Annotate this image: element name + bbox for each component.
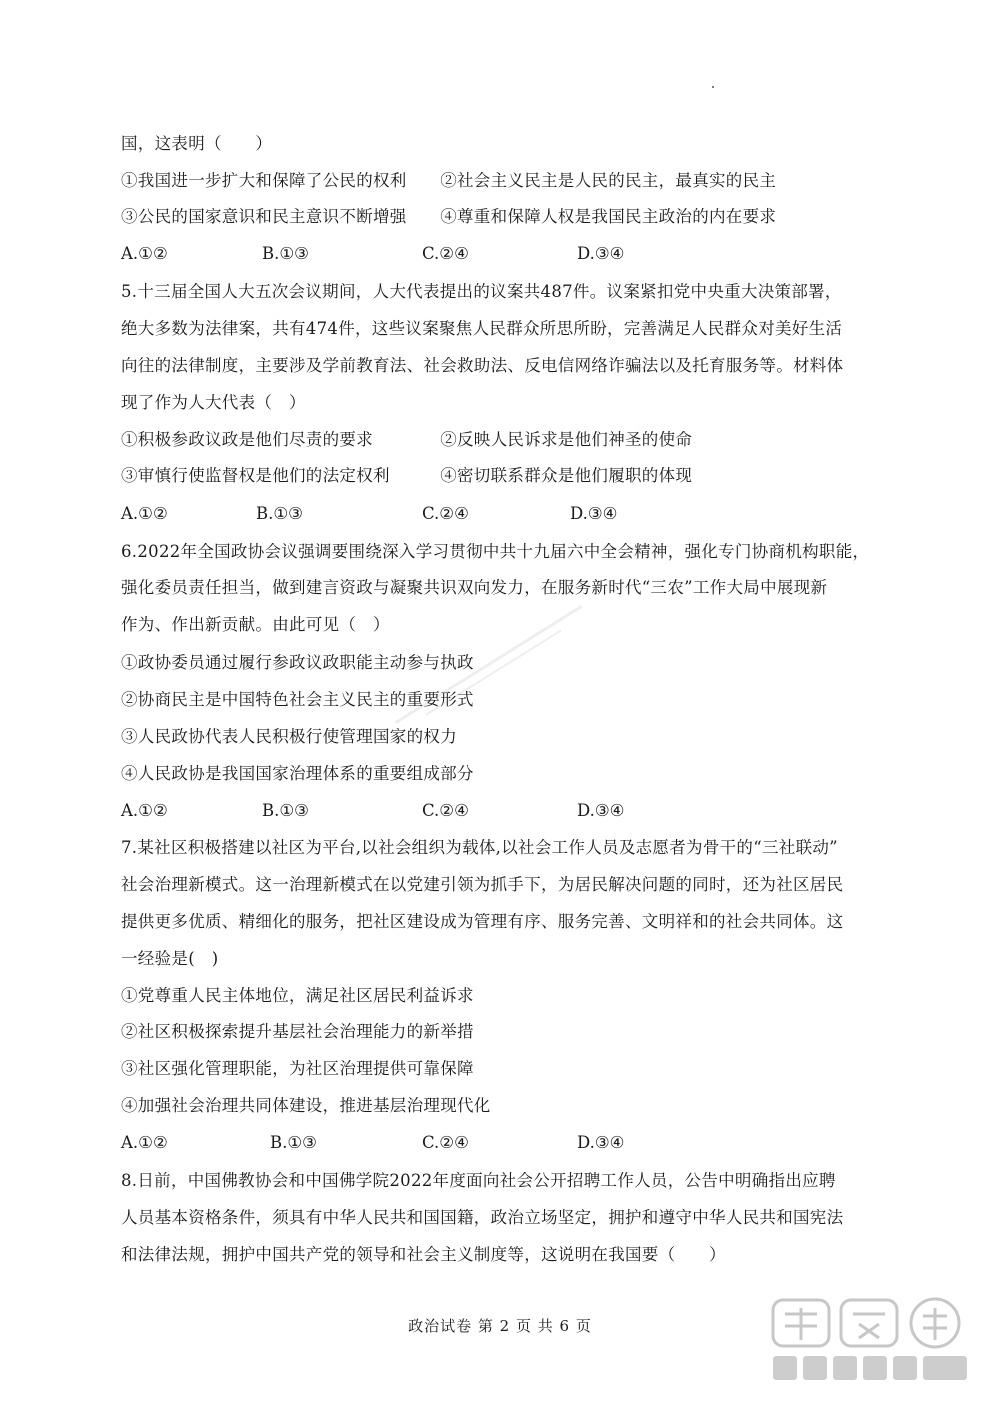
q7-option-c: C.②④ xyxy=(422,1133,469,1152)
q6-stem-line-1: 6.2022年全国政协会议强调要围绕深入学习贯彻中共十九届六中全会精神，强化专门协商机构职能， xyxy=(121,542,870,561)
q4-stem-end: 国，这表明（ ） xyxy=(121,134,273,153)
q7-option-b: B.①③ xyxy=(270,1133,317,1152)
scan-speck xyxy=(712,86,714,88)
q4-statements-1-2: ①我国进一步扩大和保障了公民的权利 ②社会主义民主是人民的民主，最真实的民主 xyxy=(121,171,777,190)
q5-option-d: D.③④ xyxy=(570,504,618,523)
q6-option-d: D.③④ xyxy=(577,801,625,820)
q5-option-a: A.①② xyxy=(121,504,168,523)
q6-statement-1: ①政协委员通过履行参政议政职能主动参与执政 xyxy=(121,653,474,672)
q8-stem-line-3: 和法律法规，拥护中国共产党的领导和社会主义制度等，这说明在我国要（ ） xyxy=(121,1245,726,1264)
q7-stem-line-1: 7.某社区积极搭建以社区为平台,以社会组织为载体,以社会工作人员及志愿者为骨干的“三社联动” xyxy=(121,838,838,857)
q6-statement-3: ③人民政协代表人民积极行使管理国家的权力 xyxy=(121,727,457,746)
q4-option-b: B.①③ xyxy=(262,244,309,263)
q6-option-b: B.①③ xyxy=(262,801,309,820)
q4-option-a: A.①② xyxy=(121,244,168,263)
q7-statement-3: ③社区强化管理职能，为社区治理提供可靠保障 xyxy=(121,1059,474,1078)
q6-option-c: C.②④ xyxy=(422,801,469,820)
q5-option-c: C.②④ xyxy=(422,504,469,523)
q5-stem-line-1: 5.十三届全国人大五次会议期间，人大代表提出的议案共487件。议案紧扣党中央重大决策部署， xyxy=(121,282,842,301)
q5-stem-line-3: 向往的法律制度，主要涉及学前教育法、社会救助法、反电信网络诈骗法以及托育服务等。材料体 xyxy=(121,356,844,375)
q4-option-c: C.②④ xyxy=(422,244,469,263)
q6-statement-4: ④人民政协是我国国家治理体系的重要组成部分 xyxy=(121,764,474,783)
q8-stem-line-1: 8.日前，中国佛教协会和中国佛学院2022年度面向社会公开招聘工作人员，公告中明确指出应聘 xyxy=(121,1171,836,1190)
q7-stem-line-3: 提供更多优质、精细化的服务，把社区建设成为管理有序、服务完善、文明祥和的社会共同体。这 xyxy=(121,912,844,931)
page-footer: 政治试卷 第 2 页 共 6 页 xyxy=(408,1317,592,1335)
q7-statement-2: ②社区积极探索提升基层社会治理能力的新举措 xyxy=(121,1022,474,1041)
site-watermark-logo xyxy=(767,1294,972,1386)
q5-statements-1-2: ①积极参政议政是他们尽责的要求 ②反映人民诉求是他们神圣的使命 xyxy=(121,430,693,449)
q7-stem-line-4: 一经验是( ) xyxy=(121,949,219,968)
q6-stem-line-3: 作为、作出新贡献。由此可见（ ） xyxy=(121,615,390,634)
q4-statements-3-4: ③公民的国家意识和民主意识不断增强 ④尊重和保障人权是我国民主政治的内在要求 xyxy=(121,207,777,226)
diagonal-watermark-graphic xyxy=(372,590,612,750)
q5-stem-line-2: 绝大多数为法律案，共有474件，这些议案聚焦人民群众所思所盼，完善满足人民群众对美好生活 xyxy=(121,319,843,338)
q5-option-b: B.①③ xyxy=(256,504,303,523)
q6-statement-2: ②协商民主是中国特色社会主义民主的重要形式 xyxy=(121,690,474,709)
q7-option-d: D.③④ xyxy=(577,1133,625,1152)
q5-statements-3-4: ③审慎行使监督权是他们的法定权利 ④密切联系群众是他们履职的体现 xyxy=(121,466,693,485)
q5-stem-line-4: 现了作为人大代表（ ） xyxy=(121,393,306,412)
q4-option-d: D.③④ xyxy=(577,244,625,263)
q7-option-a: A.①② xyxy=(121,1133,168,1152)
q6-stem-line-2: 强化委员责任担当，做到建言资政与凝聚共识双向发力，在服务新时代“三农”工作大局中展现新 xyxy=(121,578,828,597)
q7-statement-4: ④加强社会治理共同体建设，推进基层治理现代化 xyxy=(121,1096,491,1115)
q7-statement-1: ①党尊重人民主体地位，满足社区居民利益诉求 xyxy=(121,986,474,1005)
q6-option-a: A.①② xyxy=(121,801,168,820)
q8-stem-line-2: 人员基本资格条件，须具有中华人民共和国国籍，政治立场坚定，拥护和遵守中华人民共和国宪法 xyxy=(121,1208,844,1227)
q7-stem-line-2: 社会治理新模式。这一治理新模式在以党建引领为抓手下，为居民解决问题的同时，还为社区居民 xyxy=(121,875,844,894)
